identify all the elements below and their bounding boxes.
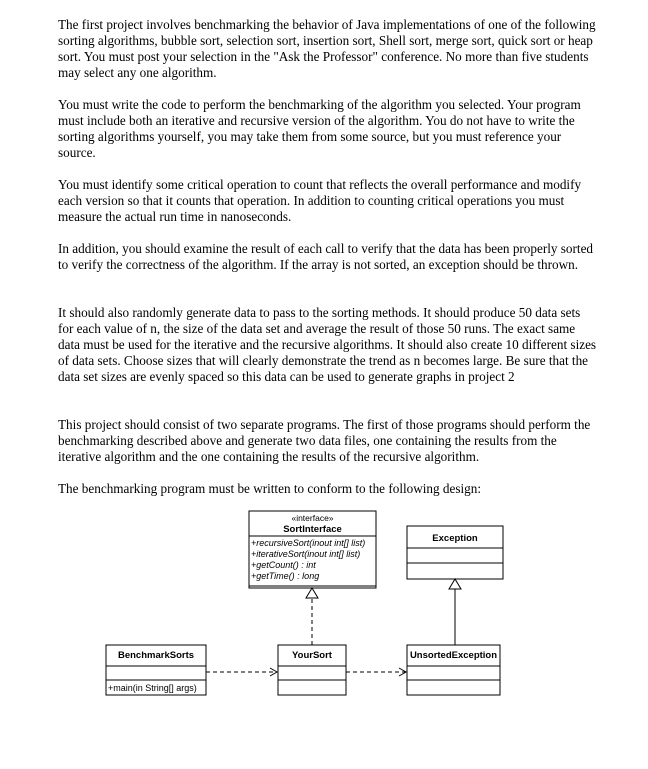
method-recursive-sort: +recursiveSort(inout int[] list) — [251, 538, 366, 548]
paragraph-verification: In addition, you should examine the result of each call to verify that the data has been properly sorted to verify the correctness of the algorithm. If the array is not sorted, an exception should be thrown. — [58, 241, 594, 272]
method-main: +main(in String[] args) — [108, 683, 197, 693]
sort-interface-stereotype: «interface» — [291, 513, 334, 523]
unsorted-exception-class — [407, 645, 500, 695]
realization-arrow — [306, 588, 318, 645]
sort-interface-class — [249, 511, 376, 588]
paragraph-data-generation: It should also randomly generate data to pass to the sorting methods. It should produce 50 data sets for each value of n, the size of the data set and average the result of those 50 runs. The exact same data must be used for the iterative and the recursive algorithms. It should also create 10 different sizes of data sets. Choose sizes that will clearly demonstrate the trend as n becomes large. Be sure that the data set sizes are evenly spaced so this data can be used to generate graphs in project 2 — [58, 305, 597, 384]
your-sort-name: YourSort — [292, 650, 332, 661]
generalization-arrow — [449, 579, 461, 645]
paragraph-project-overview: The first project involves benchmarking the behavior of Java implementations of one of the following sorting algorithms, bubble sort, selection sort, insertion sort, Shell sort, merge sort, quick sort or heap sort. You must post your selection in the "Ask the Professor" conference. No more than five students may select any one algorithm. — [58, 17, 596, 80]
dependency-arrow-benchmark-to-yoursort — [206, 668, 277, 676]
unsorted-exception-name: UnsortedException — [409, 650, 498, 661]
method-iterative-sort: +iterativeSort(inout int[] list) — [251, 549, 361, 559]
paragraph-two-programs: This project should consist of two separate programs. The first of those programs should perform the benchmarking described above and generate two data files, one containing the results from the iterative algorithm and the one containing the results of the recursive algorithm. — [58, 417, 591, 464]
paragraph-code-requirements: You must write the code to perform the benchmarking of the algorithm you selected. Your program must include both an iterative and recursive version of the algorithm. You do not have to write the sorting algorithms yourself, you may take them from some source, but you must reference your source. — [58, 97, 581, 160]
paragraph-design-intro: The benchmarking program must be written to conform to the following design: — [58, 481, 482, 496]
dependency-arrow-yoursort-to-exception — [346, 668, 406, 676]
method-get-count: +getCount() : int — [251, 560, 316, 570]
method-get-time: +getTime() : long — [251, 571, 320, 581]
benchmark-sorts-name: BenchmarkSorts — [117, 650, 195, 661]
paragraph-critical-operation: You must identify some critical operation to count that reflects the overall performance and modify each version so that it counts that operation. In addition to counting critical operations you must measure the actual run time in nanoseconds. — [58, 177, 582, 224]
benchmark-sorts-class — [106, 645, 206, 695]
exception-name: Exception — [432, 533, 478, 544]
your-sort-class — [278, 645, 346, 695]
sort-interface-name: SortInterface — [283, 524, 342, 535]
exception-class — [407, 526, 503, 579]
